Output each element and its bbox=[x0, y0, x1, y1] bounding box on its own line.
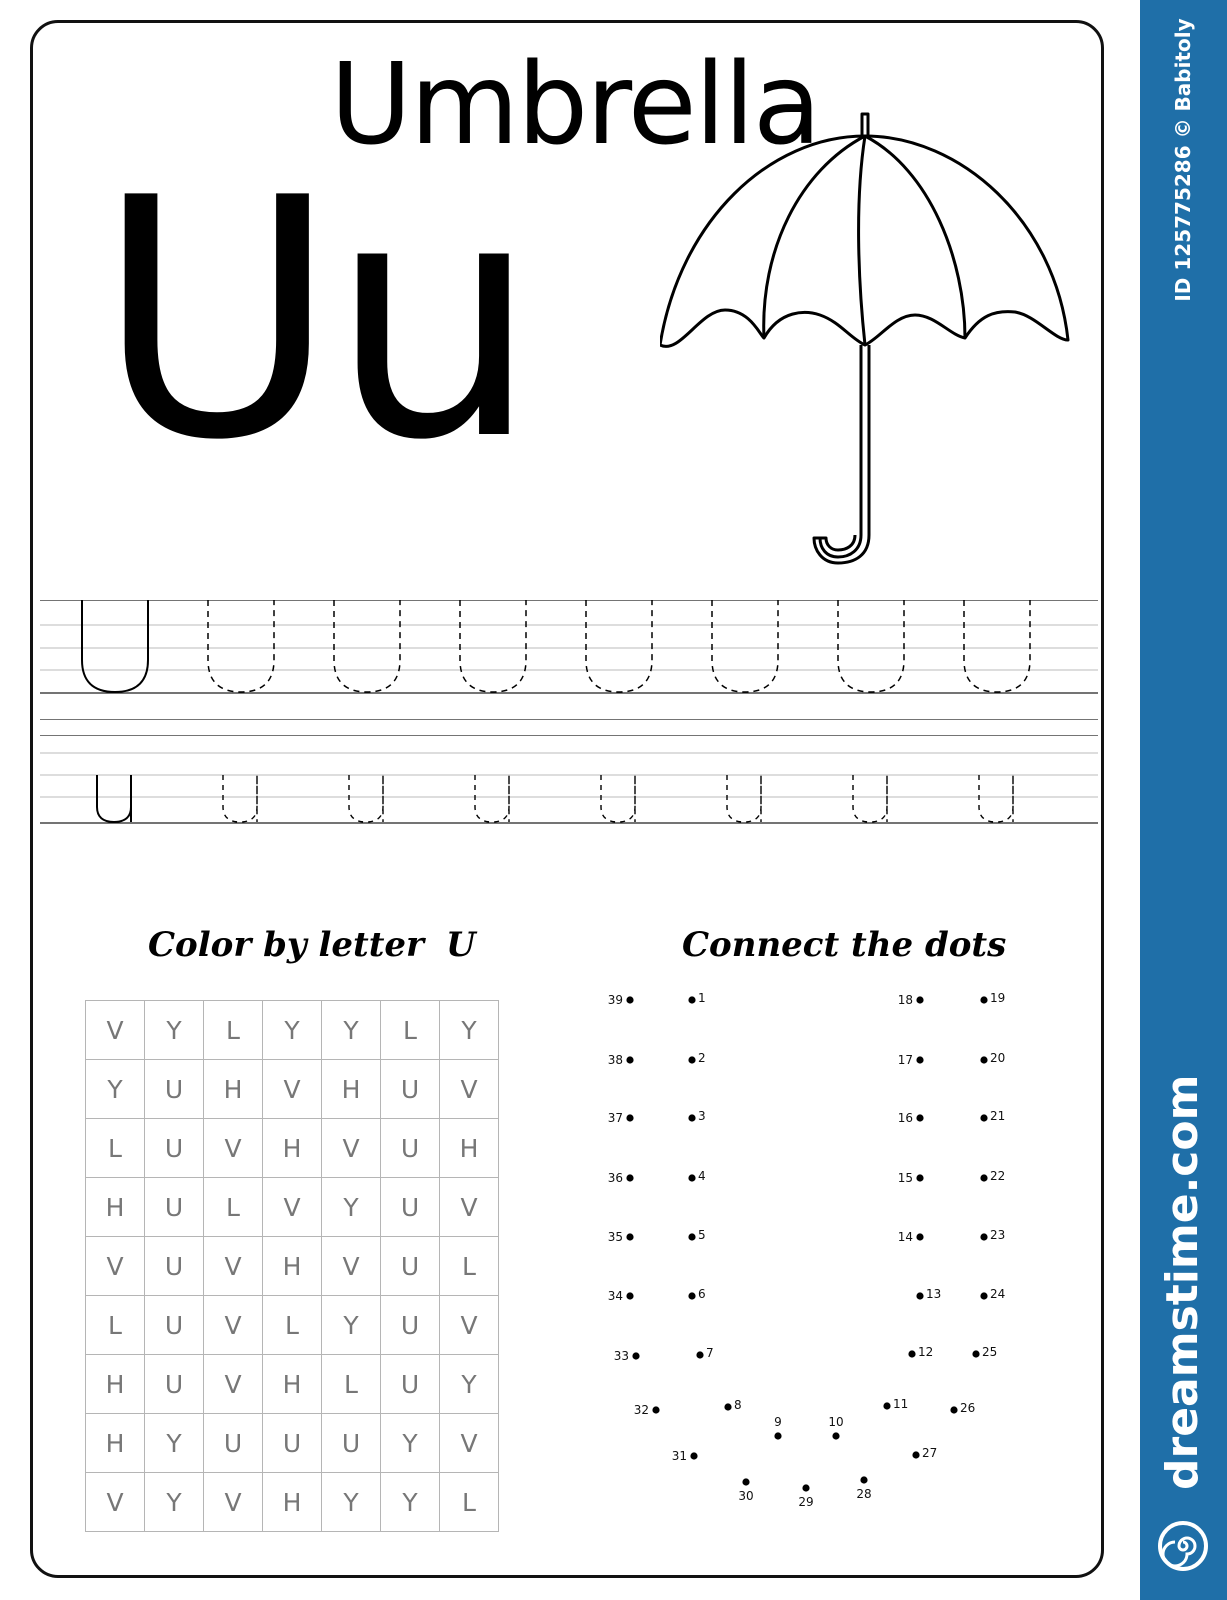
grid-row bbox=[86, 1237, 499, 1296]
grid-cell[interactable]: H bbox=[440, 1119, 499, 1178]
dot-label: 6 bbox=[698, 1287, 706, 1301]
grid-cell[interactable]: Y bbox=[145, 1001, 204, 1060]
grid-row bbox=[86, 1178, 499, 1237]
grid-cell[interactable]: U bbox=[381, 1237, 440, 1296]
grid-row bbox=[86, 1414, 499, 1473]
grid-cell[interactable]: V bbox=[322, 1119, 381, 1178]
grid-cell[interactable]: V bbox=[322, 1237, 381, 1296]
color-by-letter-grid bbox=[85, 1000, 499, 1532]
grid-row bbox=[86, 1119, 499, 1178]
grid-cell[interactable]: H bbox=[204, 1060, 263, 1119]
dot[interactable] bbox=[774, 1432, 781, 1439]
grid-cell[interactable]: H bbox=[86, 1414, 145, 1473]
dot-label: 7 bbox=[706, 1346, 714, 1360]
grid-cell[interactable]: Y bbox=[145, 1473, 204, 1532]
color-by-letter-heading bbox=[148, 920, 478, 970]
dot[interactable] bbox=[860, 1476, 867, 1483]
watermark-id-text: ID 125775286 © Babitoly bbox=[1171, 18, 1195, 302]
grid-cell[interactable]: Y bbox=[145, 1414, 204, 1473]
dot-label: 26 bbox=[960, 1401, 976, 1415]
dot-label: 16 bbox=[897, 1111, 913, 1125]
grid-cell[interactable]: Y bbox=[440, 1355, 499, 1414]
grid-cell[interactable]: H bbox=[86, 1355, 145, 1414]
grid-cell[interactable]: Y bbox=[381, 1473, 440, 1532]
dot[interactable] bbox=[688, 1292, 695, 1299]
dot-label: 25 bbox=[982, 1345, 998, 1359]
umbrella-illustration bbox=[660, 110, 1100, 590]
grid-cell[interactable]: V bbox=[440, 1060, 499, 1119]
grid-cell[interactable]: U bbox=[145, 1296, 204, 1355]
dot[interactable] bbox=[626, 1114, 633, 1121]
dot[interactable] bbox=[980, 1292, 987, 1299]
dot[interactable] bbox=[908, 1350, 915, 1357]
grid-cell[interactable]: Y bbox=[440, 1001, 499, 1060]
dot-label: 5 bbox=[698, 1228, 706, 1242]
grid-cell[interactable]: L bbox=[440, 1237, 499, 1296]
dot-label: 35 bbox=[607, 1230, 623, 1244]
dot[interactable] bbox=[626, 1292, 633, 1299]
grid-cell[interactable]: U bbox=[263, 1414, 322, 1473]
dot[interactable] bbox=[688, 1056, 695, 1063]
grid-cell[interactable]: V bbox=[440, 1414, 499, 1473]
grid-cell[interactable]: U bbox=[145, 1119, 204, 1178]
dot-label: 4 bbox=[698, 1169, 706, 1183]
color-by-letter-label: Color by letter bbox=[148, 925, 424, 965]
dot-label: 1 bbox=[698, 991, 706, 1005]
dot-label: 36 bbox=[607, 1171, 623, 1185]
dot[interactable] bbox=[724, 1403, 731, 1410]
dot[interactable] bbox=[883, 1402, 890, 1409]
grid-cell[interactable]: L bbox=[204, 1178, 263, 1237]
dot[interactable] bbox=[688, 1114, 695, 1121]
dot-label: 2 bbox=[698, 1051, 706, 1065]
grid-cell[interactable]: V bbox=[204, 1473, 263, 1532]
dot[interactable] bbox=[688, 1233, 695, 1240]
grid-cell[interactable]: U bbox=[145, 1178, 204, 1237]
grid-cell[interactable]: V bbox=[86, 1001, 145, 1060]
dot-label: 21 bbox=[990, 1109, 1006, 1123]
dot-label: 14 bbox=[897, 1230, 913, 1244]
grid-cell[interactable]: V bbox=[263, 1178, 322, 1237]
dot[interactable] bbox=[916, 1114, 923, 1121]
grid-cell[interactable]: Y bbox=[322, 1001, 381, 1060]
grid-cell[interactable]: H bbox=[86, 1178, 145, 1237]
grid-cell[interactable]: Y bbox=[322, 1473, 381, 1532]
dot[interactable] bbox=[626, 1056, 633, 1063]
grid-cell[interactable]: V bbox=[86, 1237, 145, 1296]
grid-cell[interactable]: Y bbox=[86, 1060, 145, 1119]
dot-label: 8 bbox=[734, 1398, 742, 1412]
grid-row bbox=[86, 1473, 499, 1532]
dot[interactable] bbox=[652, 1406, 659, 1413]
grid-cell[interactable]: H bbox=[322, 1060, 381, 1119]
grid-row bbox=[86, 1355, 499, 1414]
spiral-logo-icon bbox=[1157, 1520, 1209, 1572]
dot-label: 12 bbox=[918, 1345, 934, 1359]
dot[interactable] bbox=[980, 1114, 987, 1121]
dot-label: 33 bbox=[613, 1349, 629, 1363]
dot[interactable] bbox=[980, 996, 987, 1003]
grid-cell[interactable]: U bbox=[145, 1060, 204, 1119]
grid-cell[interactable]: U bbox=[381, 1060, 440, 1119]
dot-label: 31 bbox=[671, 1449, 687, 1463]
dot-label: 20 bbox=[990, 1051, 1006, 1065]
grid-row bbox=[86, 1296, 499, 1355]
watermark-site-text: dreamstime.com bbox=[1157, 1074, 1208, 1490]
dot[interactable] bbox=[832, 1432, 839, 1439]
dot-label: 17 bbox=[897, 1053, 913, 1067]
dot[interactable] bbox=[980, 1174, 987, 1181]
dot-label: 18 bbox=[897, 993, 913, 1007]
dot-label: 28 bbox=[856, 1487, 872, 1501]
grid-cell[interactable]: V bbox=[204, 1355, 263, 1414]
grid-cell[interactable]: U bbox=[322, 1414, 381, 1473]
grid-cell[interactable]: L bbox=[86, 1296, 145, 1355]
grid-cell[interactable]: U bbox=[381, 1355, 440, 1414]
grid-cell[interactable]: V bbox=[204, 1119, 263, 1178]
grid-cell[interactable]: Y bbox=[322, 1296, 381, 1355]
dot[interactable] bbox=[980, 1056, 987, 1063]
lowercase-tracing-row bbox=[40, 735, 1098, 845]
dot-label: 38 bbox=[607, 1053, 623, 1067]
connect-dots-puzzle bbox=[600, 990, 1040, 1530]
worksheet-title: Umbrella bbox=[330, 40, 820, 170]
dot-label: 9 bbox=[774, 1415, 782, 1429]
grid-cell[interactable]: V bbox=[86, 1473, 145, 1532]
grid-cell[interactable]: V bbox=[440, 1178, 499, 1237]
dot-label: 15 bbox=[897, 1171, 913, 1185]
connect-dots-heading: Connect the dots bbox=[682, 925, 1007, 965]
dot[interactable] bbox=[742, 1478, 749, 1485]
dot[interactable] bbox=[916, 1174, 923, 1181]
dot-label: 34 bbox=[607, 1289, 623, 1303]
big-letters-uu: Uu bbox=[96, 128, 531, 512]
dot-label: 27 bbox=[922, 1446, 938, 1460]
dot[interactable] bbox=[980, 1233, 987, 1240]
dot[interactable] bbox=[916, 1292, 923, 1299]
dot[interactable] bbox=[626, 996, 633, 1003]
dot-label: 23 bbox=[990, 1228, 1006, 1242]
grid-cell[interactable]: U bbox=[145, 1237, 204, 1296]
grid-cell[interactable]: U bbox=[145, 1355, 204, 1414]
dot[interactable] bbox=[688, 996, 695, 1003]
dot[interactable] bbox=[916, 1056, 923, 1063]
uppercase-tracing-row bbox=[40, 600, 1098, 720]
grid-cell[interactable]: L bbox=[204, 1001, 263, 1060]
dot-label: 24 bbox=[990, 1287, 1006, 1301]
dot-label: 30 bbox=[738, 1489, 754, 1503]
grid-cell[interactable]: Y bbox=[263, 1001, 322, 1060]
grid-cell[interactable]: V bbox=[440, 1296, 499, 1355]
dot-label: 29 bbox=[798, 1495, 814, 1509]
dot[interactable] bbox=[916, 996, 923, 1003]
grid-cell[interactable]: U bbox=[204, 1414, 263, 1473]
dot[interactable] bbox=[626, 1174, 633, 1181]
dot[interactable] bbox=[632, 1352, 639, 1359]
grid-row bbox=[86, 1060, 499, 1119]
dot[interactable] bbox=[916, 1233, 923, 1240]
dot[interactable] bbox=[912, 1451, 919, 1458]
dot-label: 11 bbox=[893, 1397, 909, 1411]
dot[interactable] bbox=[802, 1484, 809, 1491]
dot-label: 10 bbox=[828, 1415, 844, 1429]
dot[interactable] bbox=[626, 1233, 633, 1240]
grid-cell[interactable]: H bbox=[263, 1355, 322, 1414]
dot-label: 22 bbox=[990, 1169, 1006, 1183]
grid-cell[interactable]: Y bbox=[322, 1178, 381, 1237]
grid-row bbox=[86, 1001, 499, 1060]
grid-cell[interactable]: L bbox=[381, 1001, 440, 1060]
grid-cell[interactable]: Y bbox=[381, 1414, 440, 1473]
grid-cell[interactable]: H bbox=[263, 1237, 322, 1296]
dot[interactable] bbox=[972, 1350, 979, 1357]
grid-cell[interactable]: L bbox=[263, 1296, 322, 1355]
dot-label: 3 bbox=[698, 1109, 706, 1123]
dot-label: 39 bbox=[607, 993, 623, 1007]
dot-label: 13 bbox=[926, 1287, 942, 1301]
grid-cell[interactable]: U bbox=[381, 1296, 440, 1355]
grid-cell[interactable]: V bbox=[263, 1060, 322, 1119]
grid-cell[interactable]: U bbox=[381, 1178, 440, 1237]
dot-label: 37 bbox=[607, 1111, 623, 1125]
dot-label: 19 bbox=[990, 991, 1006, 1005]
target-letter: U bbox=[445, 925, 476, 965]
grid-cell[interactable]: U bbox=[381, 1119, 440, 1178]
dot[interactable] bbox=[690, 1452, 697, 1459]
grid-cell[interactable]: L bbox=[86, 1119, 145, 1178]
grid-cell[interactable]: L bbox=[440, 1473, 499, 1532]
dot-label: 32 bbox=[633, 1403, 649, 1417]
dot[interactable] bbox=[950, 1406, 957, 1413]
grid-cell[interactable]: H bbox=[263, 1119, 322, 1178]
grid-cell[interactable]: V bbox=[204, 1296, 263, 1355]
dot[interactable] bbox=[688, 1174, 695, 1181]
dot[interactable] bbox=[696, 1351, 703, 1358]
grid-cell[interactable]: V bbox=[204, 1237, 263, 1296]
grid-cell[interactable]: H bbox=[263, 1473, 322, 1532]
grid-cell[interactable]: L bbox=[322, 1355, 381, 1414]
